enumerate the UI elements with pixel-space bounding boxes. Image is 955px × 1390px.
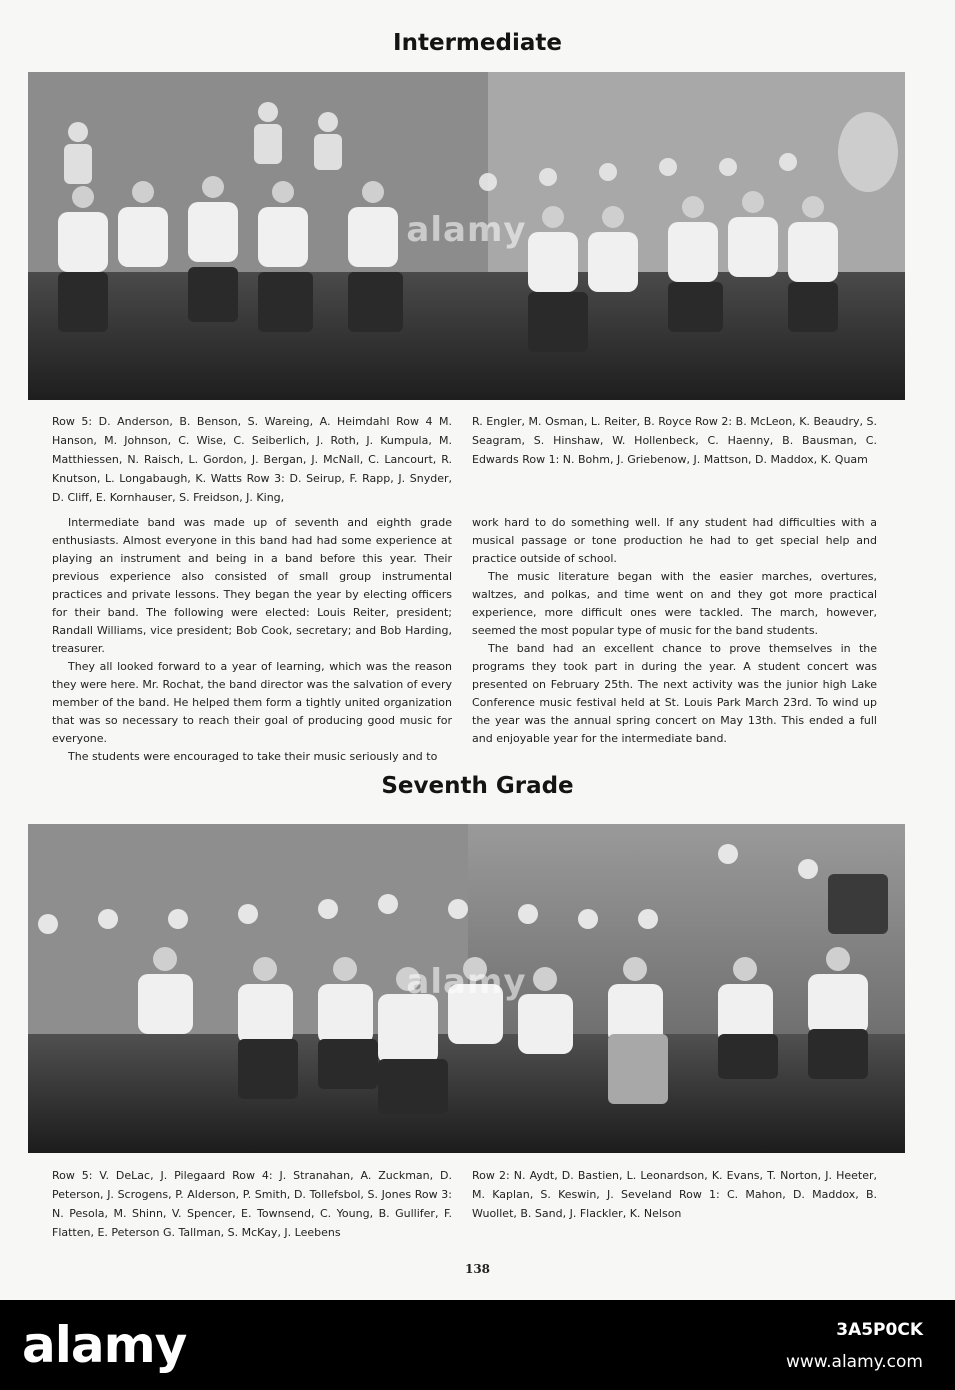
- brand-logo: alamy: [22, 1316, 187, 1374]
- watermark-text: alamy: [406, 962, 527, 1002]
- page-number: 138: [464, 1262, 491, 1276]
- paragraph: The students were encouraged to take their music seriously and to: [68, 750, 438, 763]
- band-photo-seventh-grade: [28, 824, 905, 1153]
- site-url[interactable]: www.alamy.com: [785, 1352, 923, 1372]
- paragraph: The band had an excellent chance to prove themselves in the programs they took part in during the year. A student concert was presented on February 25th. The next activity was the junior high Lake Conference music festival held at St. Louis Park March 23rd. To wind up the year was the annual spring concert on May 13th. This ended a full and enjoyable year for the intermediate band.: [472, 642, 877, 745]
- article-column-right: [472, 514, 877, 748]
- watermark-text: alamy: [406, 210, 527, 250]
- paragraph: work hard to do something well. If any student had difficulties with a musical passage or tone production he had to get special help and practice outside of school.: [472, 516, 877, 565]
- photo-caption-right: R. Engler, M. Osman, L. Reiter, B. Royce Row 2: B. McLeon, K. Beaudry, S. Seagram, S. Hinshaw, W. Hollenbeck, C. Haenny, B. Bausman, C. Edwards Row 1: N. Bohm, J. Griebenow, J. Mattson, D. Maddox, K. Quam: [472, 415, 877, 466]
- article-column-left: [52, 514, 452, 766]
- section-title-seventh-grade: Seventh Grade: [381, 773, 574, 799]
- photo-caption-left: Row 5: V. DeLac, J. Pilegaard Row 4: J. Stranahan, A. Zuckman, D. Peterson, J. Scrogens, P. Alderson, P. Smith, D. Tollefsbol, S. Jones Row 3: N. Pesola, M. Shinn, V. Spencer, E. Townsend, C. Young, B. Gullifer, F. Flatten, E. Peterson G. Tallman, S. McKay, J. Leebens: [52, 1169, 452, 1239]
- image-id: 3A5P0CK: [836, 1320, 923, 1340]
- paragraph: Intermediate band was made up of seventh and eighth grade enthusiasts. Almost everyone in this band had had some experience at playing an instrument and being in a band before this year. Their previous experience also consisted of small group instrumental practices and private lessons. They began the year by electing officers for their band. The following were elected: Louis Reiter, president; Randall Williams, vice president; Bob Cook, secretary; and Bob Harding, treasurer.: [52, 516, 452, 655]
- section-title-intermediate: Intermediate: [393, 30, 562, 56]
- photo-caption-right: Row 2: N. Aydt, D. Bastien, L. Leonardson, K. Evans, T. Norton, J. Heeter, M. Kaplan, S. Keswin, J. Seveland Row 1: C. Mahon, D. Maddox, B. Wuollet, B. Sand, J. Flackler, K. Nelson: [472, 1169, 877, 1220]
- paragraph: The music literature began with the easier marches, overtures, waltzes, and polkas, and time went on and they got more practical experience, more difficult ones were tackled. The march, however, seemed the most popular type of music for the band students.: [472, 570, 877, 637]
- band-photo-intermediate: [28, 72, 905, 400]
- photo-caption-left: Row 5: D. Anderson, B. Benson, S. Wareing, A. Heimdahl Row 4 M. Hanson, M. Johnson, C. Wise, C. Seiberlich, J. Roth, J. Kumpula, M. Matthiessen, N. Raisch, L. Gordon, J. Bergan, J. McNall, C. Lancourt, R. Knutson, L. Longabaugh, K. Watts Row 3: D. Seirup, F. Rapp, J. Snyder, D. Cliff, E. Kornhauser, S. Freidson, J. King,: [52, 415, 452, 504]
- paragraph: They all looked forward to a year of learning, which was the reason they were here. Mr. Rochat, the band director was the salvation of every member of the band. He helped them form a tightly united organization that was so necessary to reach their goal of producing good music for everyone.: [52, 660, 452, 745]
- watermark-footer: [0, 1300, 955, 1390]
